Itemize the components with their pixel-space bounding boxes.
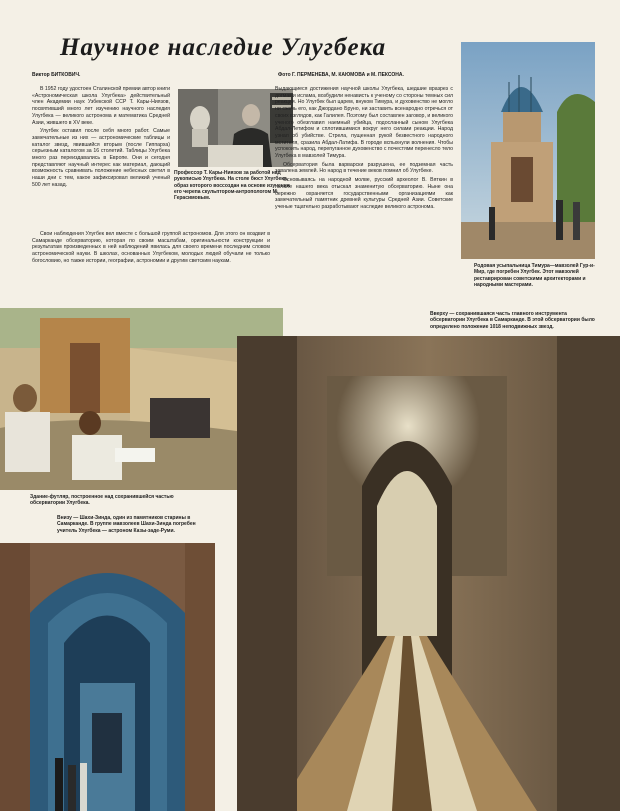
text-column-1: [32, 86, 170, 191]
mausoleum-caption: Родовая усыпальница Тимура—мавзолей Гур-и-Мир, где погребен Улугбек. Этот мавзолей реставрирован советскими архитекторами и народными мастерами.: [474, 263, 595, 288]
professor-caption: Профессор Т. Кары-Ниязов за работой над рукописью Улугбека. На столе бюст Улугбека, образ которого воссоздан на основе изучения его черепа скульптором-антропологом М. Герасимовым.: [174, 170, 290, 202]
text-column-3: [275, 86, 453, 213]
author-byline: Виктор БИТКОВИЧ.: [32, 72, 81, 78]
mausoleum-photo: [461, 42, 595, 259]
paragraph: Свои наблюдения Улугбек вел вместе с большой группой астрономов. Для этого он воздвиг в Самарканде обсерваторию, которая по своим масштабам, оригинальности конструкции и результатам произведенных в ней наблюдений явилась для своего времени последним словом астрономической науки. В школах, основанных Улугбеком, молодых людей обучали не только богословию, но также истории, географии, астрономии и другим светским наукам.: [32, 231, 270, 264]
paragraph: Обсерватория была варварски разрушена, ее подземная часть завалена землей. Но народ в течение веков помнил об Улугбеке.: [275, 161, 453, 175]
building-caption: Здание-футляр, построенное над сохранившейся частью обсерватории Улугбека.: [30, 494, 174, 507]
shahizinda-photo: [0, 543, 215, 811]
paragraph: Улугбек оставил после себя много работ. Самые замечательные из них — астрономические таблицы и каталог звезд, явившийся вторым (после Гиппарха) серьезным каталогом за 16 столетий. Таблицы Улугбека много раз переиздавались в Европе. Они и сегодня представляют научный интерес как материал, дающий возможность сравнивать положение небесных светил в наши дни с тем, какое зафиксировал великий ученый 500 лет назад.: [32, 128, 170, 188]
paragraph: В 1952 году удостоен Сталинской премии автор книги «Астрономическая школа Улугбека» действительный член Академии наук Узбекской ССР Т. Кары-Ниязов, посвятивший много лет изучению научного наследия Улугбека — великого астронома и математика Средней Азии, жившего в XV веке.: [32, 86, 170, 126]
photo-credit: Фото Г. ПЕРМЕНЕВА, М. КАЮМОВА и М. ПЕКСОНА.: [278, 72, 404, 78]
instrument-photo: [237, 336, 620, 811]
shahizinda-caption: Внизу — Шахи-Зинда, один из памятников старины в Самарканде. В группе мавзолеев Шахи-Зинда погребен учитель Улугбека — астроном Казы-заде-Руми.: [57, 515, 196, 534]
paragraph: Основываясь на народной молве, русский археолог В. Вяткин в начале нашего века отыскал знаменитую обсерваторию. Ныне она бережно охраняется государственными организациями как замечательный памятник древней культуры Средней Азии. Советские ученые тщательно разработывают наследие великого астронома.: [275, 177, 453, 210]
paragraph: Выдающиеся достижения научной школы Улугбека, шедшие вразрез с догмами ислама, возбудили ненависть к ученому со стороны темных сил реакции. Но Улугбек был царем, внуком Тимура, и духовенство не могло ни сжечь его, как Джордано Бруно, ни заставить всенародно отречься от своих взглядов, как Галилея. Поэтому был составлен заговор, и великого ученого обезглавил наемный убийца, подосланный сыном Улугбека Абдал-Летифом и сплотившимися вокруг него силами реакции. Народ узнал об убийстве. Стрела, пущенная рукой безвестного народного мстителя, сразила Абдал-Латифа. В городе вспыхнули волнения. Чтобы успокоить народ, перепуганное духовенство с почестями перенесло тело Улугбека в мавзолей Тимура.: [275, 86, 453, 160]
article-title: Научное наследие Улугбека: [60, 34, 387, 61]
text-wide: [32, 231, 270, 267]
instrument-caption: Вверху — сохранившаяся часть главного инструмента обсерватории Улугбека в Самарканде. В этой обсерватории было определено положение 1018 неподвижных звезд.: [430, 311, 595, 330]
